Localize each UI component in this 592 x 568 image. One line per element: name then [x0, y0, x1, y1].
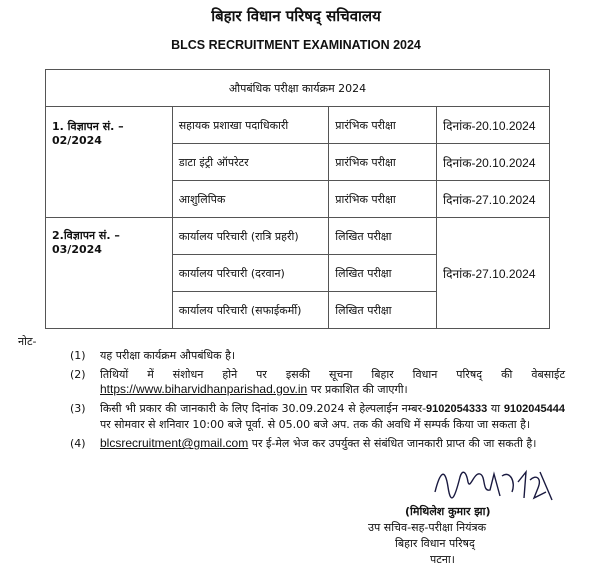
- signatory-designation: उप सचिव-सह-परीक्षा नियंत्रक: [368, 521, 487, 534]
- signatory-office: बिहार विधान परिषद्: [395, 537, 475, 550]
- exam-type: प्रारंभिक परीक्षा: [329, 181, 437, 218]
- helpline-number-1: 9102054333: [426, 403, 488, 415]
- page-subtitle: BLCS RECRUITMENT EXAMINATION 2024: [171, 38, 421, 52]
- note-item: [70, 401, 565, 432]
- note-number: (1): [70, 349, 86, 362]
- advt-number: 1. विज्ञापन सं. –02/2024: [46, 107, 173, 218]
- note-item: [70, 348, 565, 363]
- note-item: [70, 367, 565, 397]
- post-name: कार्यालय परिचारी (सफाईकर्मी): [172, 292, 329, 329]
- post-name: कार्यालय परिचारी (दरवान): [172, 255, 329, 292]
- exam-date: दिनांक-20.10.2024: [437, 144, 550, 181]
- note-text: blcsrecruitment@gmail.com पर ई-मेल भेज कर उपर्युक्त से संबंधित जानकारी प्राप्त की जा सकती है।: [100, 436, 537, 450]
- table-header-row: [46, 70, 550, 107]
- notes-list: [70, 348, 565, 455]
- note-text: यह परीक्षा कार्यक्रम औपबंधिक है।: [100, 349, 236, 362]
- exam-schedule-table: [45, 69, 550, 329]
- note-number: (2): [70, 368, 86, 381]
- website-link[interactable]: https://www.biharvidhanparishad.gov.in: [100, 382, 308, 396]
- exam-date: दिनांक-27.10.2024: [437, 181, 550, 218]
- exam-date: दिनांक-20.10.2024: [437, 107, 550, 144]
- exam-type: लिखित परीक्षा: [329, 292, 437, 329]
- exam-type: प्रारंभिक परीक्षा: [329, 107, 437, 144]
- signature-image: [430, 462, 560, 507]
- notes-label: नोट-: [18, 335, 37, 348]
- post-name: डाटा इंट्री ऑपरेटर: [172, 144, 329, 181]
- table-heading: औपबंधिक परीक्षा कार्यक्रम 2024: [46, 70, 550, 107]
- note-item: [70, 436, 565, 451]
- email-link[interactable]: blcsrecruitment@gmail.com: [100, 436, 249, 450]
- post-name: कार्यालय परिचारी (रात्रि प्रहरी): [172, 218, 329, 255]
- post-name: सहायक प्रशाखा पदाधिकारी: [172, 107, 329, 144]
- page-title: बिहार विधान परिषद् सचिवालय: [211, 7, 381, 25]
- exam-type: लिखित परीक्षा: [329, 255, 437, 292]
- note-number: (4): [70, 437, 86, 450]
- note-number: (3): [70, 402, 86, 415]
- note-text: तिथियों में संशोधन होने पर इसकी सूचना बिहार विधान परिषद् की वेबसाईट https://www.biharvidhanparishad.gov.in पर प्रकाशित की जाएगी।: [100, 368, 565, 396]
- post-name: आशुलिपिक: [172, 181, 329, 218]
- advt-number: 2.विज्ञापन सं. –03/2024: [46, 218, 173, 329]
- table-row: [46, 218, 550, 255]
- exam-type: प्रारंभिक परीक्षा: [329, 144, 437, 181]
- note-text: किसी भी प्रकार की जानकारी के लिए दिनांक 30.09.2024 से हेल्पलाईन नम्बर-9102054333 या 9102045444 पर सोमवार से शनिवार 10:00 बजे पूर्वा. से 05.00 बजे अप. तक की अवधि में सम्पर्क किया जा सकता है।: [100, 402, 565, 431]
- exam-type: लिखित परीक्षा: [329, 218, 437, 255]
- signatory-city: पटना।: [430, 553, 455, 566]
- helpline-number-2: 9102045444: [503, 403, 565, 415]
- exam-date: दिनांक-27.10.2024: [437, 218, 550, 329]
- table-row: [46, 107, 550, 144]
- signatory-name: (मिथिलेश कुमार झा): [405, 505, 491, 518]
